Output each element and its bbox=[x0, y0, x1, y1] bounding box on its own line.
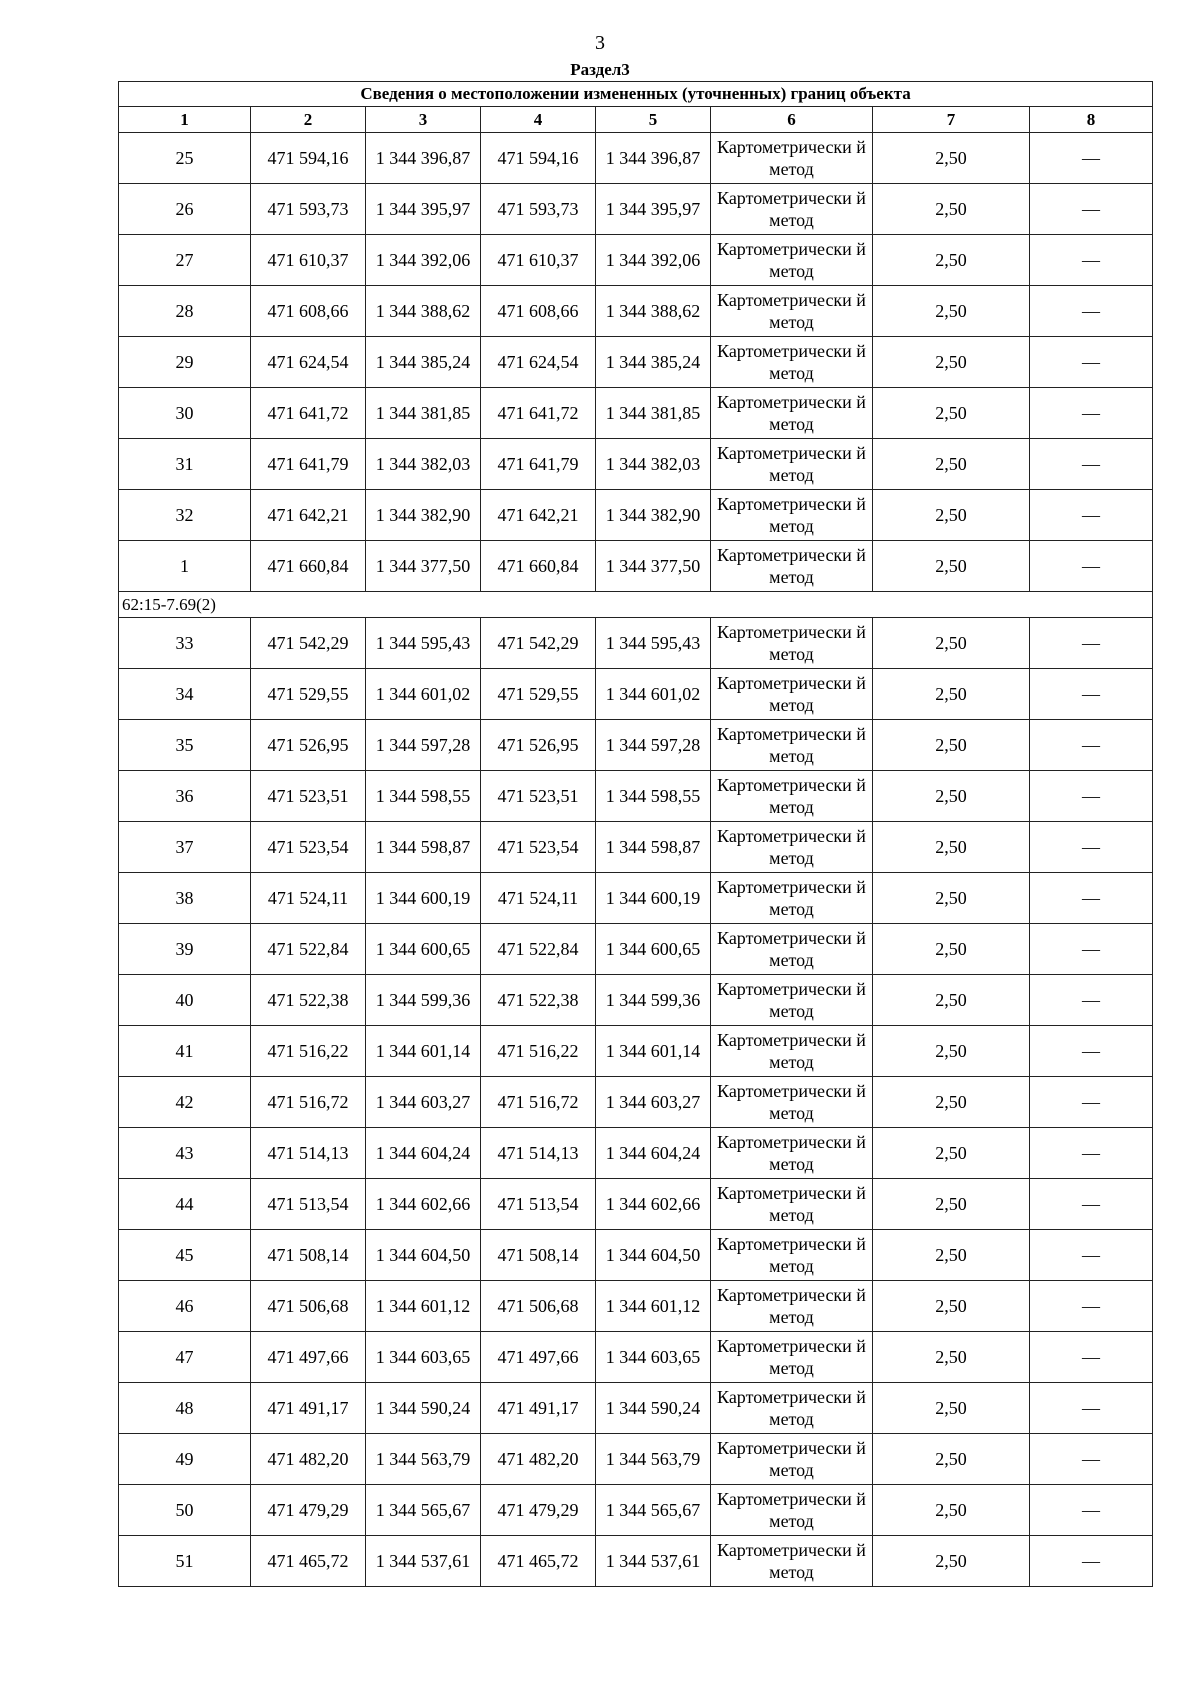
accuracy-cell: 2,50 bbox=[873, 1128, 1030, 1179]
y-coord-cell: 1 344 377,50 bbox=[596, 541, 711, 592]
y-coord-cell: 1 344 598,55 bbox=[596, 771, 711, 822]
accuracy-cell: 2,50 bbox=[873, 720, 1030, 771]
method-cell: Картометрически й метод bbox=[711, 1485, 873, 1536]
x-coord-cell: 471 465,72 bbox=[481, 1536, 596, 1587]
y-coord-cell: 1 344 601,02 bbox=[596, 669, 711, 720]
note-cell: — bbox=[1030, 1128, 1153, 1179]
y-coord-cell: 1 344 603,65 bbox=[366, 1332, 481, 1383]
table-row bbox=[119, 1332, 1153, 1383]
method-cell: Картометрически й метод bbox=[711, 1077, 873, 1128]
column-header: 4 bbox=[481, 107, 596, 133]
table-row bbox=[119, 1281, 1153, 1332]
x-coord-cell: 471 660,84 bbox=[481, 541, 596, 592]
column-number-row bbox=[119, 107, 1153, 133]
point-number-cell: 26 bbox=[119, 184, 251, 235]
point-number-cell: 27 bbox=[119, 235, 251, 286]
table-row bbox=[119, 1128, 1153, 1179]
table-row bbox=[119, 1434, 1153, 1485]
x-coord-cell: 471 594,16 bbox=[251, 133, 366, 184]
method-cell: Картометрически й метод bbox=[711, 1128, 873, 1179]
point-number-cell: 38 bbox=[119, 873, 251, 924]
x-coord-cell: 471 641,72 bbox=[481, 388, 596, 439]
accuracy-cell: 2,50 bbox=[873, 1383, 1030, 1434]
coordinates-table bbox=[118, 81, 1153, 1587]
accuracy-cell: 2,50 bbox=[873, 439, 1030, 490]
x-coord-cell: 471 642,21 bbox=[481, 490, 596, 541]
table-caption-row bbox=[119, 82, 1153, 107]
table-row bbox=[119, 133, 1153, 184]
x-coord-cell: 471 482,20 bbox=[481, 1434, 596, 1485]
method-cell: Картометрически й метод bbox=[711, 388, 873, 439]
method-cell: Картометрически й метод bbox=[711, 1230, 873, 1281]
method-cell: Картометрически й метод bbox=[711, 490, 873, 541]
table-row bbox=[119, 388, 1153, 439]
table-row bbox=[119, 720, 1153, 771]
x-coord-cell: 471 516,72 bbox=[481, 1077, 596, 1128]
accuracy-cell: 2,50 bbox=[873, 1281, 1030, 1332]
note-cell: — bbox=[1030, 873, 1153, 924]
accuracy-cell: 2,50 bbox=[873, 490, 1030, 541]
y-coord-cell: 1 344 599,36 bbox=[596, 975, 711, 1026]
y-coord-cell: 1 344 604,50 bbox=[366, 1230, 481, 1281]
point-number-cell: 30 bbox=[119, 388, 251, 439]
note-cell: — bbox=[1030, 618, 1153, 669]
x-coord-cell: 471 465,72 bbox=[251, 1536, 366, 1587]
note-cell: — bbox=[1030, 1332, 1153, 1383]
point-number-cell: 1 bbox=[119, 541, 251, 592]
note-cell: — bbox=[1030, 1026, 1153, 1077]
note-cell: — bbox=[1030, 822, 1153, 873]
y-coord-cell: 1 344 377,50 bbox=[366, 541, 481, 592]
note-cell: — bbox=[1030, 669, 1153, 720]
table-row bbox=[119, 975, 1153, 1026]
y-coord-cell: 1 344 565,67 bbox=[366, 1485, 481, 1536]
x-coord-cell: 471 479,29 bbox=[481, 1485, 596, 1536]
x-coord-cell: 471 522,84 bbox=[481, 924, 596, 975]
accuracy-cell: 2,50 bbox=[873, 1434, 1030, 1485]
method-cell: Картометрически й метод bbox=[711, 873, 873, 924]
x-coord-cell: 471 594,16 bbox=[481, 133, 596, 184]
x-coord-cell: 471 593,73 bbox=[481, 184, 596, 235]
x-coord-cell: 471 526,95 bbox=[481, 720, 596, 771]
x-coord-cell: 471 660,84 bbox=[251, 541, 366, 592]
x-coord-cell: 471 516,72 bbox=[251, 1077, 366, 1128]
column-header: 2 bbox=[251, 107, 366, 133]
y-coord-cell: 1 344 604,24 bbox=[596, 1128, 711, 1179]
table-row bbox=[119, 490, 1153, 541]
x-coord-cell: 471 514,13 bbox=[481, 1128, 596, 1179]
x-coord-cell: 471 608,66 bbox=[481, 286, 596, 337]
method-cell: Картометрически й метод bbox=[711, 235, 873, 286]
y-coord-cell: 1 344 381,85 bbox=[366, 388, 481, 439]
point-number-cell: 41 bbox=[119, 1026, 251, 1077]
point-number-cell: 34 bbox=[119, 669, 251, 720]
point-number-cell: 36 bbox=[119, 771, 251, 822]
y-coord-cell: 1 344 385,24 bbox=[596, 337, 711, 388]
point-number-cell: 50 bbox=[119, 1485, 251, 1536]
y-coord-cell: 1 344 603,27 bbox=[366, 1077, 481, 1128]
y-coord-cell: 1 344 600,65 bbox=[596, 924, 711, 975]
accuracy-cell: 2,50 bbox=[873, 1485, 1030, 1536]
table-row bbox=[119, 1383, 1153, 1434]
point-number-cell: 43 bbox=[119, 1128, 251, 1179]
y-coord-cell: 1 344 602,66 bbox=[366, 1179, 481, 1230]
x-coord-cell: 471 506,68 bbox=[251, 1281, 366, 1332]
x-coord-cell: 471 482,20 bbox=[251, 1434, 366, 1485]
note-cell: — bbox=[1030, 1179, 1153, 1230]
accuracy-cell: 2,50 bbox=[873, 541, 1030, 592]
point-number-cell: 33 bbox=[119, 618, 251, 669]
note-cell: — bbox=[1030, 337, 1153, 388]
table-row bbox=[119, 1179, 1153, 1230]
y-coord-cell: 1 344 601,14 bbox=[366, 1026, 481, 1077]
y-coord-cell: 1 344 395,97 bbox=[596, 184, 711, 235]
point-number-cell: 48 bbox=[119, 1383, 251, 1434]
method-cell: Картометрически й метод bbox=[711, 771, 873, 822]
y-coord-cell: 1 344 601,14 bbox=[596, 1026, 711, 1077]
x-coord-cell: 471 513,54 bbox=[251, 1179, 366, 1230]
y-coord-cell: 1 344 604,50 bbox=[596, 1230, 711, 1281]
x-coord-cell: 471 522,38 bbox=[481, 975, 596, 1026]
y-coord-cell: 1 344 599,36 bbox=[366, 975, 481, 1026]
point-number-cell: 28 bbox=[119, 286, 251, 337]
x-coord-cell: 471 524,11 bbox=[481, 873, 596, 924]
point-number-cell: 35 bbox=[119, 720, 251, 771]
y-coord-cell: 1 344 537,61 bbox=[596, 1536, 711, 1587]
note-cell: — bbox=[1030, 1536, 1153, 1587]
x-coord-cell: 471 497,66 bbox=[481, 1332, 596, 1383]
column-header: 3 bbox=[366, 107, 481, 133]
section-title: Раздел3 bbox=[570, 60, 630, 79]
x-coord-cell: 471 641,79 bbox=[251, 439, 366, 490]
y-coord-cell: 1 344 601,12 bbox=[366, 1281, 481, 1332]
y-coord-cell: 1 344 600,19 bbox=[366, 873, 481, 924]
note-cell: — bbox=[1030, 388, 1153, 439]
y-coord-cell: 1 344 600,65 bbox=[366, 924, 481, 975]
y-coord-cell: 1 344 590,24 bbox=[366, 1383, 481, 1434]
method-cell: Картометрически й метод bbox=[711, 439, 873, 490]
table-row bbox=[119, 618, 1153, 669]
column-header: 1 bbox=[119, 107, 251, 133]
note-cell: — bbox=[1030, 1434, 1153, 1485]
x-coord-cell: 471 523,54 bbox=[251, 822, 366, 873]
table-row bbox=[119, 1536, 1153, 1587]
x-coord-cell: 471 526,95 bbox=[251, 720, 366, 771]
note-cell: — bbox=[1030, 924, 1153, 975]
point-number-cell: 39 bbox=[119, 924, 251, 975]
y-coord-cell: 1 344 565,67 bbox=[596, 1485, 711, 1536]
y-coord-cell: 1 344 396,87 bbox=[366, 133, 481, 184]
note-cell: — bbox=[1030, 184, 1153, 235]
note-cell: — bbox=[1030, 975, 1153, 1026]
method-cell: Картометрически й метод bbox=[711, 1026, 873, 1077]
x-coord-cell: 471 491,17 bbox=[481, 1383, 596, 1434]
method-cell: Картометрически й метод bbox=[711, 184, 873, 235]
x-coord-cell: 471 542,29 bbox=[481, 618, 596, 669]
note-cell: — bbox=[1030, 286, 1153, 337]
y-coord-cell: 1 344 598,87 bbox=[596, 822, 711, 873]
note-cell: — bbox=[1030, 490, 1153, 541]
x-coord-cell: 471 610,37 bbox=[251, 235, 366, 286]
accuracy-cell: 2,50 bbox=[873, 1536, 1030, 1587]
method-cell: Картометрически й метод bbox=[711, 1383, 873, 1434]
y-coord-cell: 1 344 603,65 bbox=[596, 1332, 711, 1383]
note-cell: — bbox=[1030, 439, 1153, 490]
x-coord-cell: 471 610,37 bbox=[481, 235, 596, 286]
accuracy-cell: 2,50 bbox=[873, 873, 1030, 924]
accuracy-cell: 2,50 bbox=[873, 1179, 1030, 1230]
x-coord-cell: 471 523,54 bbox=[481, 822, 596, 873]
y-coord-cell: 1 344 388,62 bbox=[596, 286, 711, 337]
accuracy-cell: 2,50 bbox=[873, 1026, 1030, 1077]
note-cell: — bbox=[1030, 1383, 1153, 1434]
y-coord-cell: 1 344 385,24 bbox=[366, 337, 481, 388]
x-coord-cell: 471 642,21 bbox=[251, 490, 366, 541]
y-coord-cell: 1 344 590,24 bbox=[596, 1383, 711, 1434]
table-row bbox=[119, 286, 1153, 337]
y-coord-cell: 1 344 382,90 bbox=[596, 490, 711, 541]
table-row bbox=[119, 337, 1153, 388]
column-header: 5 bbox=[596, 107, 711, 133]
method-cell: Картометрически й метод bbox=[711, 286, 873, 337]
note-cell: — bbox=[1030, 771, 1153, 822]
x-coord-cell: 471 624,54 bbox=[251, 337, 366, 388]
table-body bbox=[119, 133, 1153, 1587]
y-coord-cell: 1 344 382,03 bbox=[366, 439, 481, 490]
point-number-cell: 45 bbox=[119, 1230, 251, 1281]
table-row bbox=[119, 235, 1153, 286]
y-coord-cell: 1 344 395,97 bbox=[366, 184, 481, 235]
accuracy-cell: 2,50 bbox=[873, 822, 1030, 873]
column-header: 7 bbox=[873, 107, 1030, 133]
point-number-cell: 42 bbox=[119, 1077, 251, 1128]
point-number-cell: 46 bbox=[119, 1281, 251, 1332]
x-coord-cell: 471 497,66 bbox=[251, 1332, 366, 1383]
point-number-cell: 29 bbox=[119, 337, 251, 388]
accuracy-cell: 2,50 bbox=[873, 1077, 1030, 1128]
note-cell: — bbox=[1030, 720, 1153, 771]
point-number-cell: 32 bbox=[119, 490, 251, 541]
x-coord-cell: 471 524,11 bbox=[251, 873, 366, 924]
method-cell: Картометрически й метод bbox=[711, 822, 873, 873]
accuracy-cell: 2,50 bbox=[873, 669, 1030, 720]
y-coord-cell: 1 344 563,79 bbox=[366, 1434, 481, 1485]
note-cell: — bbox=[1030, 235, 1153, 286]
accuracy-cell: 2,50 bbox=[873, 388, 1030, 439]
note-cell: — bbox=[1030, 1485, 1153, 1536]
x-coord-cell: 471 542,29 bbox=[251, 618, 366, 669]
point-number-cell: 25 bbox=[119, 133, 251, 184]
y-coord-cell: 1 344 604,24 bbox=[366, 1128, 481, 1179]
accuracy-cell: 2,50 bbox=[873, 618, 1030, 669]
x-coord-cell: 471 522,38 bbox=[251, 975, 366, 1026]
note-cell: — bbox=[1030, 1281, 1153, 1332]
table-row bbox=[119, 822, 1153, 873]
x-coord-cell: 471 593,73 bbox=[251, 184, 366, 235]
note-cell: — bbox=[1030, 541, 1153, 592]
y-coord-cell: 1 344 537,61 bbox=[366, 1536, 481, 1587]
x-coord-cell: 471 479,29 bbox=[251, 1485, 366, 1536]
accuracy-cell: 2,50 bbox=[873, 975, 1030, 1026]
column-header: 6 bbox=[711, 107, 873, 133]
method-cell: Картометрически й метод bbox=[711, 337, 873, 388]
y-coord-cell: 1 344 382,90 bbox=[366, 490, 481, 541]
y-coord-cell: 1 344 597,28 bbox=[366, 720, 481, 771]
column-header: 8 bbox=[1030, 107, 1153, 133]
y-coord-cell: 1 344 595,43 bbox=[596, 618, 711, 669]
table-row bbox=[119, 184, 1153, 235]
method-cell: Картометрически й метод bbox=[711, 1179, 873, 1230]
x-coord-cell: 471 624,54 bbox=[481, 337, 596, 388]
y-coord-cell: 1 344 595,43 bbox=[366, 618, 481, 669]
table-row bbox=[119, 1077, 1153, 1128]
y-coord-cell: 1 344 392,06 bbox=[366, 235, 481, 286]
group-label: 62:15-7.69(2) bbox=[119, 592, 1153, 618]
accuracy-cell: 2,50 bbox=[873, 924, 1030, 975]
x-coord-cell: 471 529,55 bbox=[481, 669, 596, 720]
point-number-cell: 49 bbox=[119, 1434, 251, 1485]
y-coord-cell: 1 344 392,06 bbox=[596, 235, 711, 286]
y-coord-cell: 1 344 601,12 bbox=[596, 1281, 711, 1332]
method-cell: Картометрически й метод bbox=[711, 975, 873, 1026]
point-number-cell: 44 bbox=[119, 1179, 251, 1230]
x-coord-cell: 471 516,22 bbox=[481, 1026, 596, 1077]
x-coord-cell: 471 522,84 bbox=[251, 924, 366, 975]
table-row bbox=[119, 1026, 1153, 1077]
x-coord-cell: 471 508,14 bbox=[251, 1230, 366, 1281]
accuracy-cell: 2,50 bbox=[873, 1230, 1030, 1281]
table-row bbox=[119, 1230, 1153, 1281]
y-coord-cell: 1 344 603,27 bbox=[596, 1077, 711, 1128]
method-cell: Картометрически й метод bbox=[711, 618, 873, 669]
method-cell: Картометрически й метод bbox=[711, 924, 873, 975]
table-row bbox=[119, 924, 1153, 975]
table-row bbox=[119, 439, 1153, 490]
table-row bbox=[119, 669, 1153, 720]
y-coord-cell: 1 344 597,28 bbox=[596, 720, 711, 771]
note-cell: — bbox=[1030, 1230, 1153, 1281]
y-coord-cell: 1 344 396,87 bbox=[596, 133, 711, 184]
table-row bbox=[119, 1485, 1153, 1536]
y-coord-cell: 1 344 563,79 bbox=[596, 1434, 711, 1485]
y-coord-cell: 1 344 382,03 bbox=[596, 439, 711, 490]
accuracy-cell: 2,50 bbox=[873, 1332, 1030, 1383]
x-coord-cell: 471 529,55 bbox=[251, 669, 366, 720]
x-coord-cell: 471 513,54 bbox=[481, 1179, 596, 1230]
method-cell: Картометрически й метод bbox=[711, 669, 873, 720]
point-number-cell: 31 bbox=[119, 439, 251, 490]
accuracy-cell: 2,50 bbox=[873, 133, 1030, 184]
note-cell: — bbox=[1030, 133, 1153, 184]
method-cell: Картометрически й метод bbox=[711, 1536, 873, 1587]
x-coord-cell: 471 491,17 bbox=[251, 1383, 366, 1434]
method-cell: Картометрически й метод bbox=[711, 1332, 873, 1383]
point-number-cell: 40 bbox=[119, 975, 251, 1026]
x-coord-cell: 471 523,51 bbox=[251, 771, 366, 822]
accuracy-cell: 2,50 bbox=[873, 337, 1030, 388]
y-coord-cell: 1 344 602,66 bbox=[596, 1179, 711, 1230]
method-cell: Картометрически й метод bbox=[711, 541, 873, 592]
page-number: 3 bbox=[595, 32, 605, 54]
x-coord-cell: 471 608,66 bbox=[251, 286, 366, 337]
y-coord-cell: 1 344 381,85 bbox=[596, 388, 711, 439]
method-cell: Картометрически й метод bbox=[711, 133, 873, 184]
x-coord-cell: 471 516,22 bbox=[251, 1026, 366, 1077]
method-cell: Картометрически й метод bbox=[711, 720, 873, 771]
group-label-row bbox=[119, 592, 1153, 618]
x-coord-cell: 471 506,68 bbox=[481, 1281, 596, 1332]
method-cell: Картометрически й метод bbox=[711, 1281, 873, 1332]
y-coord-cell: 1 344 388,62 bbox=[366, 286, 481, 337]
x-coord-cell: 471 641,72 bbox=[251, 388, 366, 439]
accuracy-cell: 2,50 bbox=[873, 184, 1030, 235]
accuracy-cell: 2,50 bbox=[873, 235, 1030, 286]
accuracy-cell: 2,50 bbox=[873, 771, 1030, 822]
table-row bbox=[119, 771, 1153, 822]
y-coord-cell: 1 344 598,87 bbox=[366, 822, 481, 873]
x-coord-cell: 471 641,79 bbox=[481, 439, 596, 490]
table-row bbox=[119, 873, 1153, 924]
table-row bbox=[119, 541, 1153, 592]
x-coord-cell: 471 514,13 bbox=[251, 1128, 366, 1179]
accuracy-cell: 2,50 bbox=[873, 286, 1030, 337]
method-cell: Картометрически й метод bbox=[711, 1434, 873, 1485]
x-coord-cell: 471 508,14 bbox=[481, 1230, 596, 1281]
table-caption: Сведения о местоположении измененных (уточненных) границ объекта bbox=[119, 82, 1153, 107]
y-coord-cell: 1 344 600,19 bbox=[596, 873, 711, 924]
point-number-cell: 47 bbox=[119, 1332, 251, 1383]
x-coord-cell: 471 523,51 bbox=[481, 771, 596, 822]
y-coord-cell: 1 344 601,02 bbox=[366, 669, 481, 720]
point-number-cell: 51 bbox=[119, 1536, 251, 1587]
note-cell: — bbox=[1030, 1077, 1153, 1128]
point-number-cell: 37 bbox=[119, 822, 251, 873]
y-coord-cell: 1 344 598,55 bbox=[366, 771, 481, 822]
